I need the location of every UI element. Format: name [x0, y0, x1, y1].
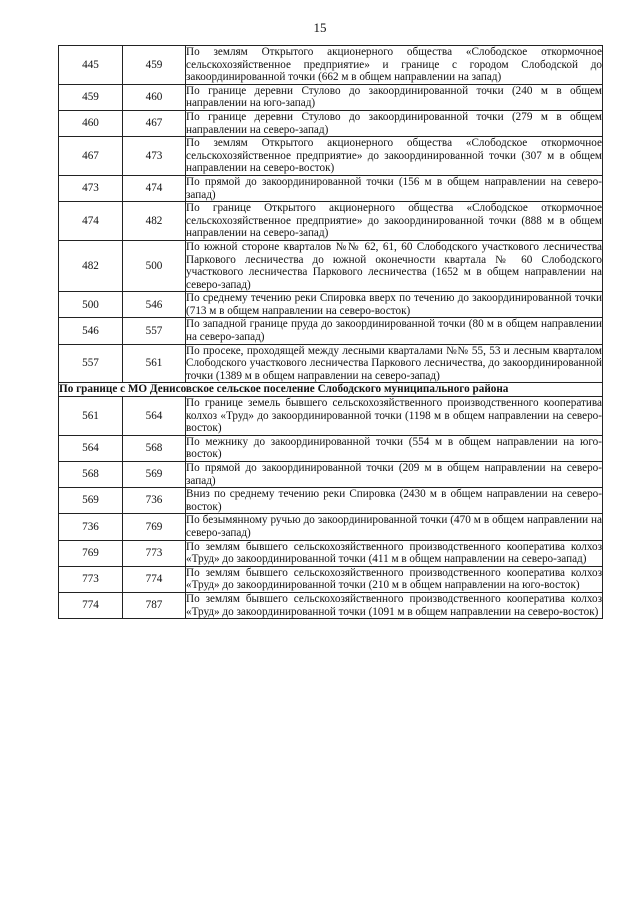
point-to-cell: 557: [123, 318, 186, 344]
point-from-cell: 774: [59, 592, 123, 618]
table-row: [59, 240, 603, 291]
section-heading-body: [59, 383, 603, 397]
boundary-description-cell: По границе деревни Стулово до закоординированной точки (240 м в общем направлении на юго-запад): [186, 84, 602, 110]
boundary-description-cell: По землям бывшего сельскохозяйственного производственного кооператива колхоз «Труд» до закоординированной точки (210 м в общем направлении на юго-восток): [186, 566, 602, 592]
boundary-description-cell: По границе Открытого акционерного общества «Слободское откормочное сельскохозяйственное предприятие» до закоординированной точки (888 м в общем направлении на северо-запад): [186, 202, 602, 240]
point-to-cell: 500: [123, 240, 186, 291]
point-to-cell: 568: [123, 435, 186, 461]
page-number: 15: [313, 20, 327, 35]
boundary-description-cell: По межнику до закоординированной точки (554 м в общем направлении на юго-восток): [186, 435, 602, 461]
table-row: [59, 175, 603, 201]
point-from-cell: 769: [59, 540, 123, 566]
point-to-cell: 569: [123, 462, 186, 488]
table-row: [59, 462, 603, 488]
table-row: [59, 137, 603, 176]
table-row: [59, 592, 603, 618]
table-row: [59, 84, 603, 110]
point-to-cell: 769: [123, 514, 186, 540]
boundary-description-cell: По землям Открытого акционерного общества «Слободское откормочное сельскохозяйственное предприятие» до закоординированной точки (307 м в общем направлении на северо-восток): [186, 137, 602, 175]
table-row: [59, 540, 603, 566]
point-from-cell: 482: [59, 240, 123, 291]
point-to-cell: 773: [123, 540, 186, 566]
point-from-cell: 473: [59, 175, 123, 201]
point-from-cell: 546: [59, 318, 123, 344]
point-from-cell: 459: [59, 84, 123, 110]
point-to-cell: 561: [123, 344, 186, 383]
point-from-cell: 568: [59, 462, 123, 488]
section-heading: По границе с МО Денисовское сельское поселение Слободского муниципального района: [59, 383, 603, 397]
point-to-cell: 546: [123, 292, 186, 318]
table-row: [59, 435, 603, 461]
boundary-description-cell: По западной границе пруда до закоординированной точки (80 м в общем направлении на северо-запад): [186, 318, 602, 344]
point-from-cell: 736: [59, 514, 123, 540]
table-row: [59, 397, 603, 436]
boundary-description-cell: Вниз по среднему течению реки Спировка (2430 м в общем направлении на северо-восток): [186, 488, 602, 513]
table-row: [59, 514, 603, 540]
boundary-description-cell: По прямой до закоординированной точки (209 м в общем направлении на северо-запад): [186, 462, 602, 487]
point-to-cell: 467: [123, 110, 186, 136]
section-heading-row: [59, 383, 603, 397]
point-from-cell: 557: [59, 344, 123, 383]
table-row: [59, 318, 603, 344]
table-row: [59, 46, 603, 85]
boundary-table: [58, 45, 603, 619]
point-to-cell: 459: [123, 46, 186, 85]
table-row: [59, 110, 603, 136]
point-to-cell: 736: [123, 488, 186, 514]
boundary-description-cell: По землям бывшего сельскохозяйственного производственного кооператива колхоз «Труд» до закоординированной точки (411 м в общем направлении на северо-запад): [186, 540, 602, 566]
point-to-cell: 460: [123, 84, 186, 110]
table-row: [59, 344, 603, 383]
point-from-cell: 474: [59, 202, 123, 241]
boundary-description-cell: По просеке, проходящей между лесными кварталами №№ 55, 53 и лесным кварталом Слободского участкового лесничества Паркового лесничества, до закоординированной точки (1389 м в общем направлении на северо-запад): [186, 344, 602, 382]
point-to-cell: 482: [123, 202, 186, 241]
boundary-description-cell: По землям бывшего сельскохозяйственного производственного кооператива колхоз «Труд» до закоординированной точки (1091 м в общем направлении на северо-восток): [186, 592, 602, 618]
point-from-cell: 460: [59, 110, 123, 136]
point-from-cell: 467: [59, 137, 123, 176]
table-row: [59, 488, 603, 514]
table-row: [59, 292, 603, 318]
boundary-description-cell: По землям Открытого акционерного общества «Слободское откормочное сельскохозяйственное предприятие» и границе с городом Слободской до закоординированной точки (662 м в общем направлении на запад): [186, 46, 602, 84]
table-body-upper: [59, 46, 603, 383]
point-from-cell: 561: [59, 397, 123, 436]
point-from-cell: 773: [59, 566, 123, 592]
point-to-cell: 774: [123, 566, 186, 592]
boundary-description-cell: По среднему течению реки Спировка вверх по течению до закоординированной точки (713 м в общем направлении на северо-восток): [186, 292, 602, 317]
boundary-description-cell: По границе земель бывшего сельскохозяйственного производственного кооператива колхоз «Труд» до закоординированной точки (1198 м в общем направлении на северо-восток): [186, 397, 602, 435]
point-from-cell: 500: [59, 292, 123, 318]
table-body-lower: [59, 397, 603, 619]
boundary-description-cell: По прямой до закоординированной точки (156 м в общем направлении на северо-запад): [186, 175, 602, 201]
point-to-cell: 564: [123, 397, 186, 436]
table-row: [59, 202, 603, 241]
boundary-description-cell: По границе деревни Стулово до закоординированной точки (279 м в общем направлении на северо-запад): [186, 110, 602, 136]
boundary-description-cell: По южной стороне кварталов №№ 62, 61, 60 Слободского участкового лесничества Паркового лесничества до южной оконечности квартала № 60 Слободского участкового лесничества Паркового лесничества (1652 м в общем направлении на северо-запад): [186, 240, 602, 291]
point-to-cell: 473: [123, 137, 186, 176]
point-from-cell: 445: [59, 46, 123, 85]
table-row: [59, 566, 603, 592]
point-from-cell: 564: [59, 435, 123, 461]
point-to-cell: 787: [123, 592, 186, 618]
point-to-cell: 474: [123, 175, 186, 201]
boundary-description-cell: По безымянному ручью до закоординированной точки (470 м в общем направлении на северо-запад): [186, 514, 602, 539]
point-from-cell: 569: [59, 488, 123, 514]
